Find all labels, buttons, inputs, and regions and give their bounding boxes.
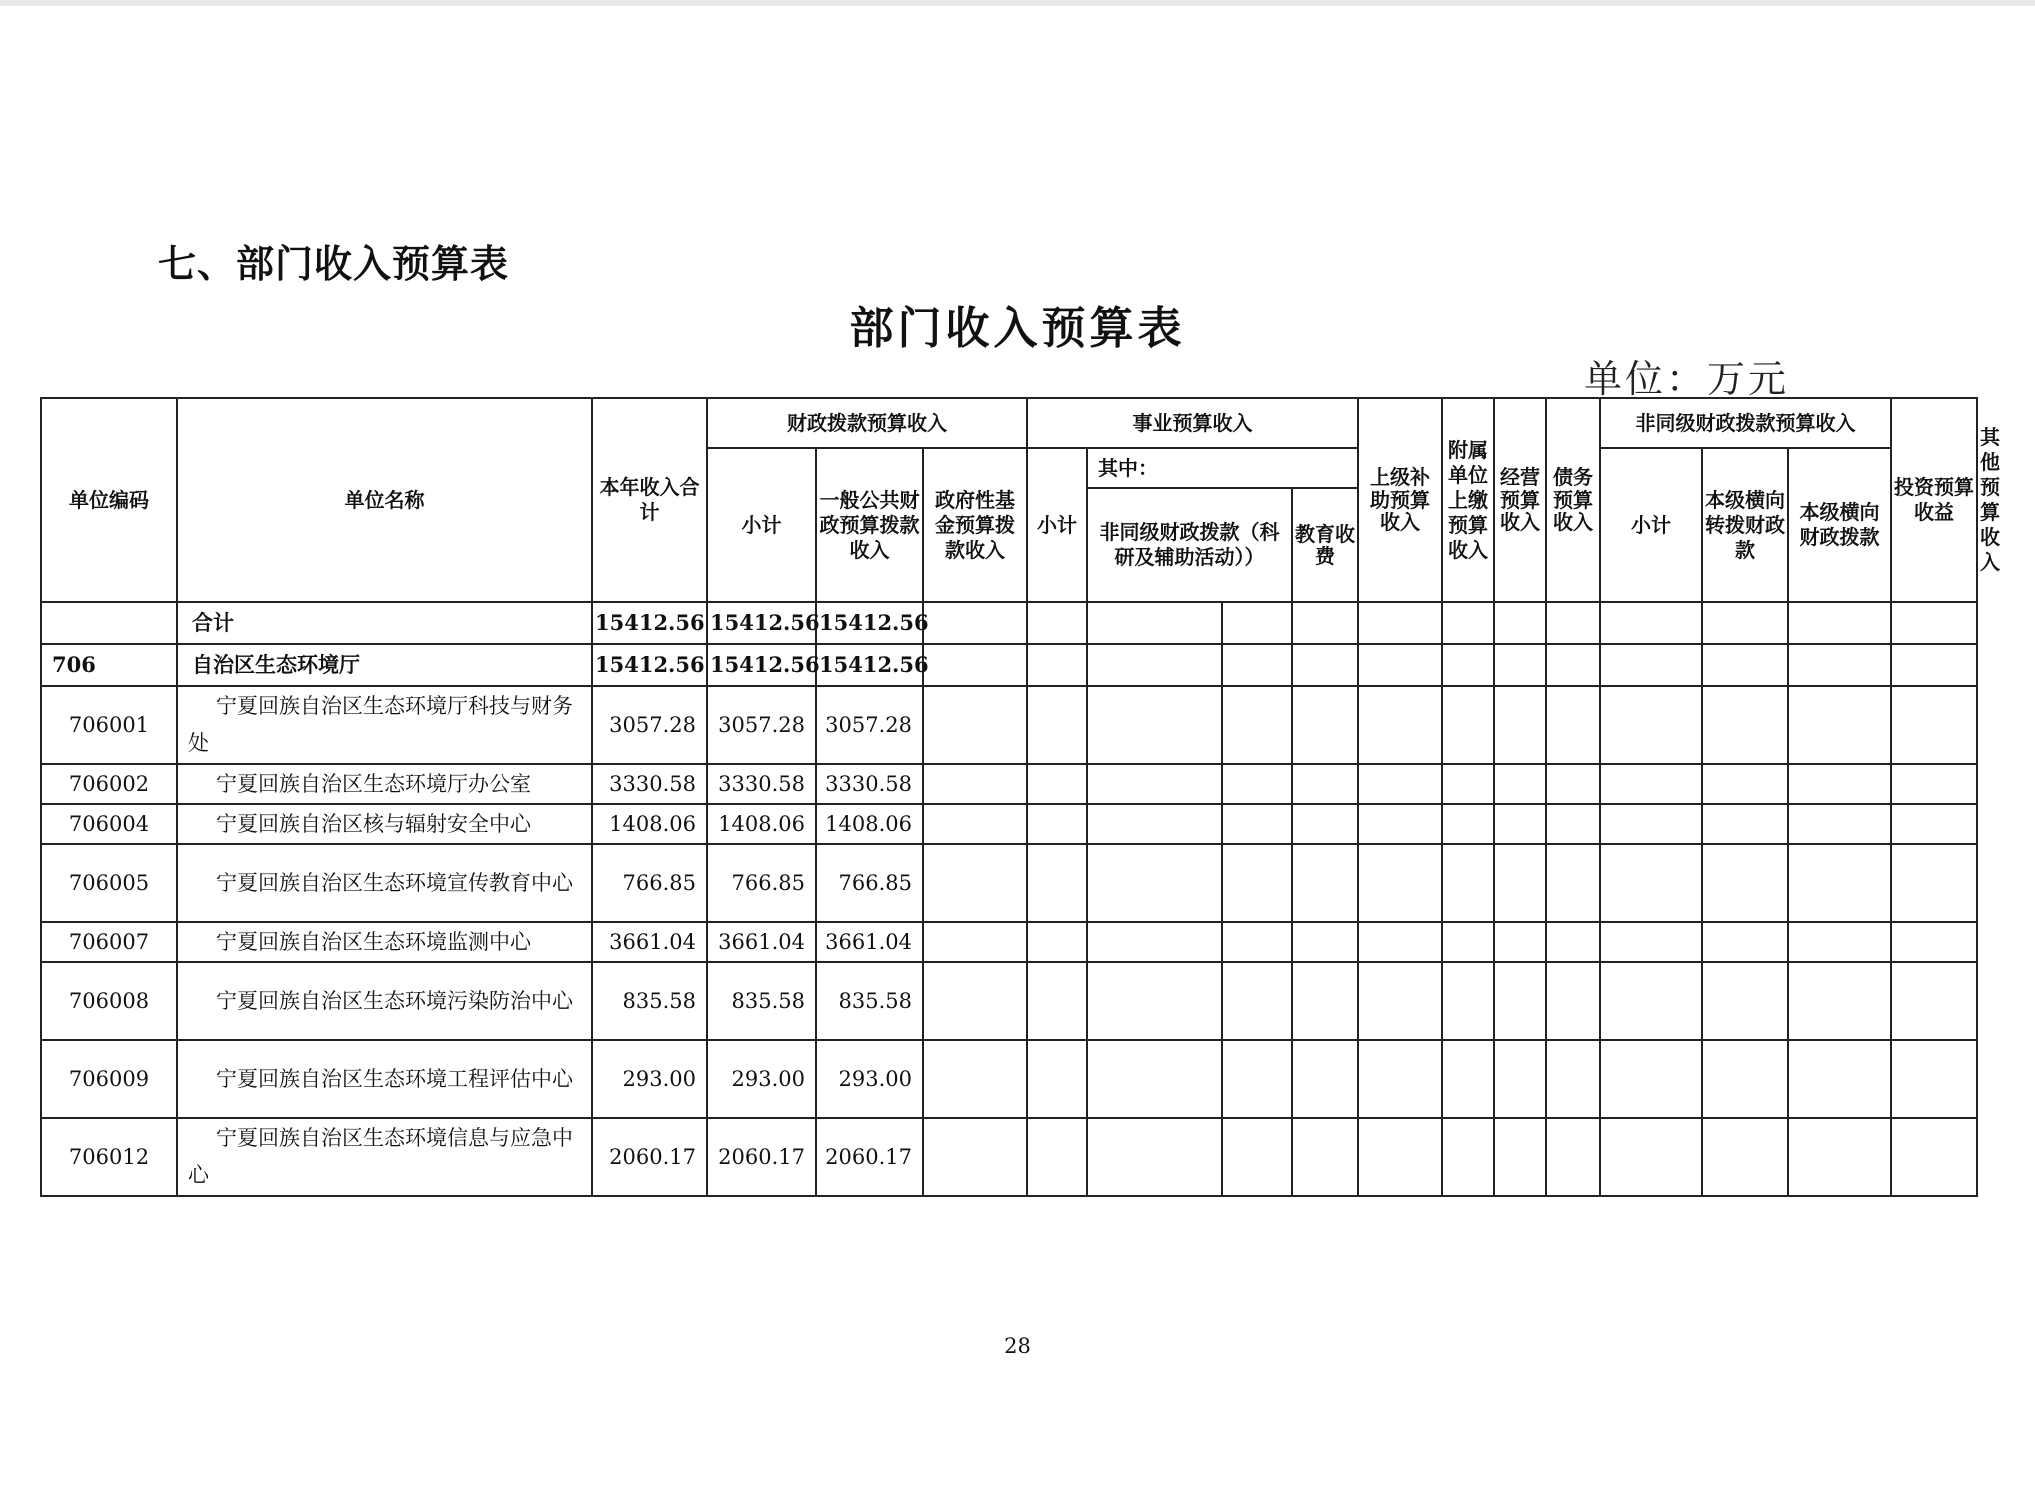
header-education-fee: 教育收费 [1292,488,1358,602]
header-debt: 债务预算收入 [1546,398,1600,602]
cell-name: 合计 [177,602,592,644]
cell-subtotal: 835.58 [707,962,816,1040]
page-number: 28 [1004,1334,1031,1358]
cell-name: 宁夏回族自治区生态环境厅科技与财务处 [177,686,592,764]
cell-subtotal: 15412.56 [707,602,816,644]
cell-total: 1408.06 [592,804,707,844]
cell-total: 2060.17 [592,1118,707,1196]
table-body [41,602,1977,1196]
header-unit-name: 单位名称 [177,398,592,602]
cell-general: 3661.04 [816,922,923,962]
cell-name: 宁夏回族自治区核与辐射安全中心 [177,804,592,844]
header-horizontal-fiscal: 本级横向财政拨款 [1788,448,1891,602]
cell-general: 293.00 [816,1040,923,1118]
cell-general: 1408.06 [816,804,923,844]
cell-subtotal: 3057.28 [707,686,816,764]
cell-name: 自治区生态环境厅 [177,644,592,686]
cell-total: 3661.04 [592,922,707,962]
cell-name: 宁夏回族自治区生态环境信息与应急中心 [177,1118,592,1196]
income-budget-table [40,397,2001,1197]
cell-total: 15412.56 [592,644,707,686]
cell-code [41,602,177,644]
table-row [41,1118,1977,1196]
header-gov-fund: 政府性基金预算拨款收入 [923,448,1027,602]
section-title: 七、部门收入预算表 [158,242,510,286]
header-non-same-group: 非同级财政拨款预算收入 [1600,398,1891,448]
cell-subtotal: 293.00 [707,1040,816,1118]
cell-code: 706007 [41,922,177,962]
table-row [41,764,1977,804]
cell-code: 706005 [41,844,177,922]
header-fiscal-group: 财政拨款预算收入 [707,398,1027,448]
cell-total: 3057.28 [592,686,707,764]
cell-total: 3330.58 [592,764,707,804]
cell-name: 宁夏回族自治区生态环境厅办公室 [177,764,592,804]
table-row [41,962,1977,1040]
cell-subtotal: 3661.04 [707,922,816,962]
header-operating: 经营预算收入 [1494,398,1546,602]
cell-subtotal: 1408.06 [707,804,816,844]
cell-general: 766.85 [816,844,923,922]
cell-code: 706002 [41,764,177,804]
table-row [41,1040,1977,1118]
cell-general: 15412.56 [816,644,923,686]
header-general-public: 一般公共财政预算拨款收入 [816,448,923,602]
cell-total: 293.00 [592,1040,707,1118]
cell-code: 706001 [41,686,177,764]
scan-edge-shadow [0,0,2035,6]
table-row-total [41,602,1977,644]
cell-general: 2060.17 [816,1118,923,1196]
cell-name: 宁夏回族自治区生态环境污染防治中心 [177,962,592,1040]
header-horizontal-transfer: 本级横向转拨财政款 [1702,448,1788,602]
header-total-income: 本年收入合计 [592,398,707,602]
cell-general: 3330.58 [816,764,923,804]
header-non-same-subtotal: 小计 [1600,448,1702,602]
table-row [41,644,1977,686]
header-business-group: 事业预算收入 [1027,398,1358,448]
table-row [41,844,1977,922]
unit-label: 单位：万元 [1583,357,1789,401]
cell-code: 706009 [41,1040,177,1118]
cell-total: 766.85 [592,844,707,922]
table-row [41,804,1977,844]
cell-general: 3057.28 [816,686,923,764]
header-investment: 投资预算收益 [1891,398,1977,602]
cell-subtotal: 3330.58 [707,764,816,804]
table-title: 部门收入预算表 [849,303,1186,354]
table-row [41,686,1977,764]
table-header: 单位编码 单位名称 本年收入合计 财政拨款预算收入 事业预算收入 上级补助预算收入 附属单位上缴预算收入 经营预算收入 债务预算收入 非同级财政拨款预算收入 投资预算收益 其他预算收入 小计 一般公共财政预算拨款收入 政府性基金预算拨款收入 小计 其中： 小计 本级横向转拨财政款 本级横向财政拨款 非同级财政拨款（科研及辅助活动）） 教育收费 [41,398,1977,602]
header-business-subtotal: 小计 [1027,448,1087,602]
cell-subtotal: 2060.17 [707,1118,816,1196]
cell-name: 宁夏回族自治区生态环境监测中心 [177,922,592,962]
header-of-which: 其中： [1087,448,1358,488]
header-fiscal-subtotal: 小计 [707,448,816,602]
cell-general: 835.58 [816,962,923,1040]
header-superior-subsidy: 上级补助预算收入 [1358,398,1442,602]
cell-name: 宁夏回族自治区生态环境宣传教育中心 [177,844,592,922]
cell-subtotal: 766.85 [707,844,816,922]
cell-general: 15412.56 [816,602,923,644]
cell-name: 宁夏回族自治区生态环境工程评估中心 [177,1040,592,1118]
table-row [41,922,1977,962]
header-affiliated-remit: 附属单位上缴预算收入 [1442,398,1494,602]
header-unit-code: 单位编码 [41,398,177,602]
cell-code: 706004 [41,804,177,844]
cell-subtotal: 15412.56 [707,644,816,686]
cell-code: 706008 [41,962,177,1040]
cell-code: 706012 [41,1118,177,1196]
header-non-same-level: 非同级财政拨款（科研及辅助活动）） [1087,488,1292,602]
cell-total: 835.58 [592,962,707,1040]
cell-code: 706 [41,644,177,686]
cell-total: 15412.56 [592,602,707,644]
